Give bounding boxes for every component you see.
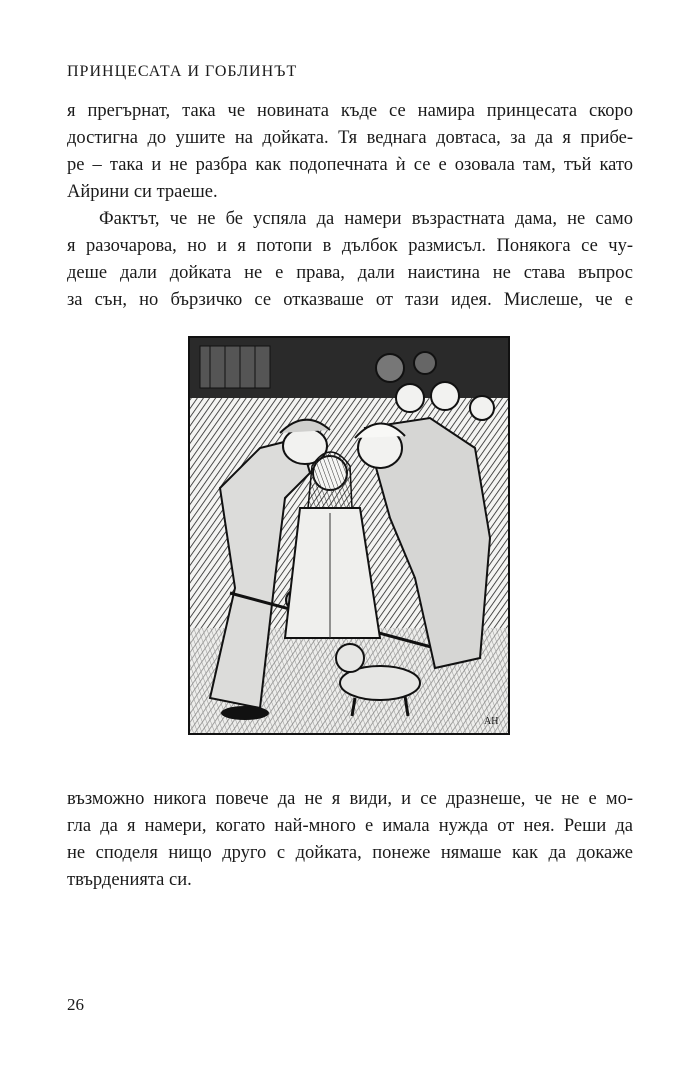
text-line: ре – така и не разбра как подопечната ѝ се е озовала там, тъй като — [67, 155, 633, 175]
illustration-drawing — [190, 338, 508, 733]
text-line: не споделя нищо друго с дойката, понеже нямаше как да докаже — [67, 843, 633, 863]
page-number: 26 — [67, 995, 84, 1014]
text-line: Айрини си траеше. — [67, 182, 218, 202]
text-line: гла да я намери, когато най-много е имала нужда от нея. Реши да — [67, 816, 633, 836]
text-line: за сън, но бързичко се отказваше от тази идея. Мислеше, че е — [67, 290, 633, 310]
text-line: възможно никога повече да не я види, и се дразнеше, че не е мо- — [67, 789, 633, 809]
engraving-illustration — [188, 336, 510, 735]
illustrator-monogram: AH — [484, 716, 499, 727]
text-line: я разочарова, но и я потопи в дълбок размисъл. Понякога се чу- — [67, 236, 633, 256]
paragraph-1 — [67, 98, 633, 206]
text-line: Фактът, че не бе успяла да намери възрастната дама, не само — [99, 209, 633, 229]
text-line: твърденията си. — [67, 870, 192, 890]
text-line: достигна до ушите на дойката. Тя веднага довтаса, за да я прибе- — [67, 128, 633, 148]
text-line: я прегърнат, така че новината къде се намира принцесата скоро — [67, 101, 633, 121]
paragraph-3 — [67, 786, 633, 894]
text-line: деше дали дойката не е права, дали наистина не става въпрос — [67, 263, 633, 283]
running-header: ПРИНЦЕСАТА И ГОБЛИНЪТ — [67, 63, 298, 80]
paragraph-2 — [67, 206, 633, 314]
